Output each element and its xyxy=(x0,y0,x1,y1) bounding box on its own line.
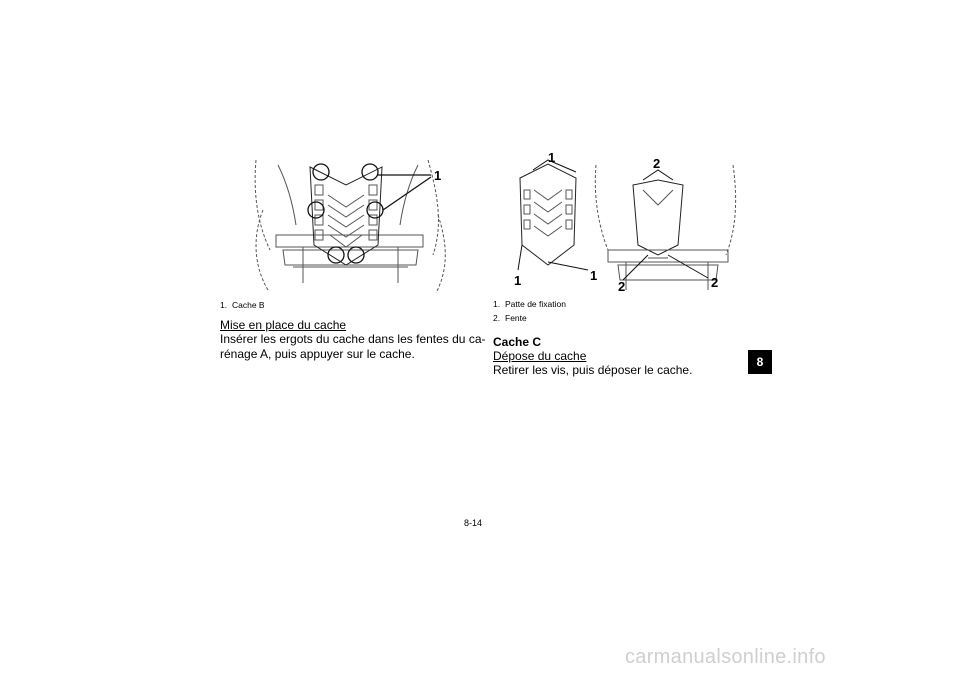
left-subheading: Mise en place du cache xyxy=(220,318,347,332)
right-figure-callout-2-top: 2 xyxy=(653,156,661,171)
caption-item: 1. Patte de fixation xyxy=(493,299,566,309)
right-figure-callout-1-mid: 1 xyxy=(590,268,598,283)
watermark: carmanualsonline.info xyxy=(625,646,826,668)
left-figure-caption xyxy=(220,298,265,312)
page-number: 8-14 xyxy=(464,518,483,528)
right-figure-callout-1-left: 1 xyxy=(514,273,522,288)
right-section-title: Cache C xyxy=(493,335,542,349)
right-figure-caption xyxy=(493,297,566,325)
cover-b-illustration xyxy=(248,155,453,298)
right-figure-callout-2-right: 2 xyxy=(711,275,719,290)
cover-c-illustration xyxy=(508,150,740,295)
caption-item: 2. Fente xyxy=(493,313,527,323)
left-body-text: Insérer les ergots du cache dans les fentes du ca- rénage A, puis appuyer sur le cache. xyxy=(220,332,486,361)
right-body-text: Retirer les vis, puis déposer le cache. xyxy=(493,363,693,377)
left-figure-callout-1: 1 xyxy=(434,168,442,183)
right-figure-callout-1-top: 1 xyxy=(548,150,556,165)
caption-item: 1. Cache B xyxy=(220,300,265,310)
right-figure-callout-2-mid: 2 xyxy=(618,279,626,294)
chapter-tab: 8 xyxy=(748,350,772,374)
right-subheading: Dépose du cache xyxy=(493,349,587,363)
